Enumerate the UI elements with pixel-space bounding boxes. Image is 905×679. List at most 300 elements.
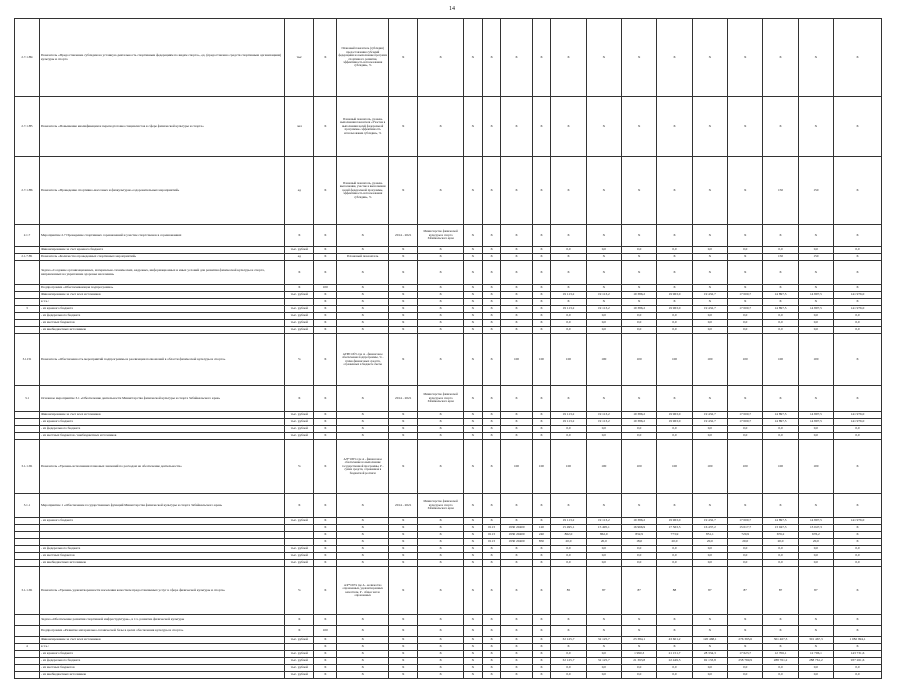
table-cell xyxy=(15,553,40,560)
table-cell: 19 113,2 xyxy=(586,306,621,313)
table-cell: X xyxy=(418,539,464,546)
table-cell xyxy=(15,426,40,433)
table-cell: 0113 xyxy=(482,539,501,546)
table-cell: 19 432,7 xyxy=(692,292,727,299)
table-cell: X xyxy=(551,261,586,285)
table-cell: Показатель «Обеспеченность мероприятий подпрограммы и реализация полномочий в области физической культуры и спорта» xyxy=(39,334,284,386)
table-cell: X xyxy=(834,386,882,412)
table-cell: X xyxy=(464,440,483,494)
table-cell: X xyxy=(337,412,389,419)
table-cell: X xyxy=(621,644,656,651)
table-cell: X xyxy=(337,553,389,560)
table-cell: тыс. рублей xyxy=(285,546,314,553)
table-cell: 0,0 xyxy=(763,320,798,327)
table-cell: X xyxy=(532,292,551,299)
table-cell: X xyxy=(464,615,483,626)
table-cell: X xyxy=(389,626,418,637)
table-cell: X xyxy=(586,19,621,97)
table-cell: 19 432,7 xyxy=(692,412,727,419)
table-cell: 14 897,5 xyxy=(798,292,833,299)
table-cell: X xyxy=(418,412,464,419)
table-row xyxy=(15,525,882,532)
table-cell: X xyxy=(337,532,389,539)
table-cell: 19 113,2 xyxy=(586,292,621,299)
table-cell: 2014 - 2021 xyxy=(389,494,418,518)
table-cell: - из краевого бюджета xyxy=(39,419,284,426)
table-cell: X xyxy=(389,157,418,225)
table-cell: тыс. рублей xyxy=(285,426,314,433)
table-cell: 100 xyxy=(532,334,551,386)
table-cell: 0,0 xyxy=(798,426,833,433)
table-cell: X xyxy=(314,261,337,285)
table-cell: X xyxy=(464,644,483,651)
table-cell: X xyxy=(418,327,464,334)
table-cell: X xyxy=(389,433,418,440)
table-cell: X xyxy=(482,320,501,327)
table-cell: X xyxy=(621,299,656,306)
table-cell: 19 113,2 xyxy=(551,419,586,426)
table-cell: X xyxy=(728,261,763,285)
table-cell: X xyxy=(657,285,692,292)
table-cell: X xyxy=(482,225,501,247)
table-cell: X xyxy=(285,261,314,285)
table-cell: 2.1.7.Н1 xyxy=(15,254,40,261)
table-cell: X xyxy=(482,665,501,672)
table-cell: X xyxy=(728,97,763,157)
table-cell: Подпрограмма «Развитие материально-технической базы в целях обеспечения культуры и спорта» xyxy=(39,626,284,637)
table-cell: 0,0 xyxy=(657,426,692,433)
table-cell: X xyxy=(501,626,532,637)
table-cell: 0,0 xyxy=(621,433,656,440)
table-cell: 0,0 xyxy=(551,433,586,440)
table-cell: X xyxy=(532,254,551,261)
table-cell: X xyxy=(389,299,418,306)
table-cell xyxy=(285,525,314,532)
table-cell: 288 761,2 xyxy=(763,658,798,665)
table-cell: X xyxy=(337,247,389,254)
table-cell: X xyxy=(834,97,882,157)
table-cell: X xyxy=(728,626,763,637)
table-cell: X xyxy=(314,334,337,386)
table-cell: X xyxy=(337,637,389,644)
table-cell xyxy=(15,285,40,292)
table-cell: 0,0 xyxy=(621,553,656,560)
table-cell xyxy=(15,626,40,637)
table-cell: X xyxy=(482,313,501,320)
table-cell: X xyxy=(464,334,483,386)
table-cell: % xyxy=(285,440,314,494)
table-cell: X xyxy=(501,658,532,665)
table-cell: X xyxy=(337,299,389,306)
table-cell: X xyxy=(692,97,727,157)
table-cell: 0,0 xyxy=(621,426,656,433)
table-cell: X xyxy=(314,440,337,494)
table-cell: X xyxy=(389,644,418,651)
table-cell: 14 897,5 xyxy=(798,419,833,426)
table-cell: 22 449,5 xyxy=(657,658,692,665)
table-cell: X xyxy=(285,626,314,637)
table-cell: - из местных бюджетов / внебюджетных источников xyxy=(39,433,284,440)
table-row xyxy=(15,261,882,285)
table-cell: Финансирование за счет всех источников xyxy=(39,637,284,644)
table-cell: X xyxy=(834,615,882,626)
table-cell: 141 976,0 xyxy=(834,419,882,426)
table-cell: 0,0 xyxy=(621,247,656,254)
table-cell: X xyxy=(418,261,464,285)
table-cell: 0,0 xyxy=(692,313,727,320)
table-cell: X xyxy=(692,225,727,247)
table-cell: 19 113,2 xyxy=(551,306,586,313)
table-cell: 14 897,5 xyxy=(798,412,833,419)
table-row xyxy=(15,299,882,306)
table-cell: 100 xyxy=(621,440,656,494)
table-cell: 0,0 xyxy=(657,247,692,254)
table-cell: X xyxy=(337,261,389,285)
table-cell: X xyxy=(532,518,551,525)
table-cell: X xyxy=(501,19,532,97)
table-cell: X xyxy=(501,320,532,327)
table-cell: X xyxy=(389,285,418,292)
table-cell: 141 976,0 xyxy=(834,518,882,525)
table-cell: X xyxy=(464,261,483,285)
table-cell: X xyxy=(532,313,551,320)
table-cell: 100 xyxy=(586,440,621,494)
table-cell: X xyxy=(389,419,418,426)
table-cell: X xyxy=(337,651,389,658)
table-cell: X xyxy=(389,320,418,327)
table-cell: тыс. рублей xyxy=(285,651,314,658)
table-cell: 19 113,2 xyxy=(586,412,621,419)
table-cell: X xyxy=(389,560,418,567)
table-cell: Подпрограмма «Обеспечивающая подпрограмма» xyxy=(39,285,284,292)
table-cell: 0,0 xyxy=(798,327,833,334)
table-cell: 0,0 xyxy=(728,553,763,560)
table-cell: 2014 - 2021 xyxy=(389,386,418,412)
table-cell xyxy=(15,518,40,525)
table-cell: X xyxy=(464,658,483,665)
table-cell: X xyxy=(389,658,418,665)
table-cell: X xyxy=(657,261,692,285)
table-cell: X xyxy=(728,285,763,292)
table-cell: X xyxy=(337,672,389,679)
table-cell: X xyxy=(418,518,464,525)
table-cell: 258 769,9 xyxy=(728,658,763,665)
table-cell: X xyxy=(482,261,501,285)
table-row xyxy=(15,327,882,334)
table-cell: 2.1.7 xyxy=(15,225,40,247)
table-cell xyxy=(15,313,40,320)
table-cell: 32 125,7 xyxy=(551,637,586,644)
table-cell: 0,0 xyxy=(763,665,798,672)
table-cell: X xyxy=(551,386,586,412)
table-cell: X xyxy=(532,285,551,292)
table-cell: X xyxy=(551,97,586,157)
table-cell: X xyxy=(337,433,389,440)
table-cell: 0113 xyxy=(482,525,501,532)
table-cell: тыс. рублей xyxy=(285,292,314,299)
table-cell: 100 xyxy=(621,334,656,386)
table-cell: 0,0 xyxy=(551,560,586,567)
table-cell: X xyxy=(501,412,532,419)
table-row xyxy=(15,615,882,626)
table-cell: % xyxy=(285,334,314,386)
table-cell xyxy=(15,532,40,539)
table-cell: X xyxy=(763,626,798,637)
table-cell: X xyxy=(389,553,418,560)
table-cell: X xyxy=(464,546,483,553)
table-cell: X xyxy=(314,19,337,97)
table-cell: 0,0 xyxy=(834,247,882,254)
table-cell: X xyxy=(464,518,483,525)
table-cell: X xyxy=(798,386,833,412)
table-cell: X xyxy=(418,532,464,539)
table-cell: тыс. рублей xyxy=(285,433,314,440)
table-cell: 88 xyxy=(657,567,692,615)
table-cell: X xyxy=(551,157,586,225)
table-cell: - из краевого бюджета xyxy=(39,518,284,525)
table-cell: X xyxy=(482,672,501,679)
table-cell: 3.1.1.П1 xyxy=(15,567,40,615)
table-cell: X xyxy=(621,225,656,247)
table-cell: X xyxy=(501,433,532,440)
table-cell: 0,0 xyxy=(763,327,798,334)
table-cell: X xyxy=(464,567,483,615)
table-cell xyxy=(15,665,40,672)
table-cell: 16 966,9 xyxy=(621,525,656,532)
table-cell: X xyxy=(482,157,501,225)
table-cell: 0,0 xyxy=(763,553,798,560)
table-cell: 100 xyxy=(692,440,727,494)
table-cell: X xyxy=(389,440,418,494)
table-cell: тыс. рублей xyxy=(285,560,314,567)
table-cell: X xyxy=(464,285,483,292)
table-cell: X xyxy=(798,626,833,637)
table-cell: 19 386,2 xyxy=(621,292,656,299)
table-row xyxy=(15,97,882,157)
table-cell: 0,0 xyxy=(551,553,586,560)
table-cell: X xyxy=(482,615,501,626)
table-cell: 240 xyxy=(532,532,551,539)
table-row xyxy=(15,494,882,518)
table-cell: - из внебюджетных источников xyxy=(39,560,284,567)
table-cell: 17 000,7 xyxy=(728,306,763,313)
table-row xyxy=(15,651,882,658)
table-row xyxy=(15,426,882,433)
table-cell: 92 133,8 xyxy=(692,658,727,665)
table-cell: X xyxy=(389,254,418,261)
table-cell: чел xyxy=(285,97,314,157)
table-cell xyxy=(15,261,40,285)
table-cell: X xyxy=(586,261,621,285)
table-cell: 0,0 xyxy=(551,651,586,658)
table-cell: X xyxy=(314,299,337,306)
table-cell: X xyxy=(314,426,337,433)
table-cell: X xyxy=(834,532,882,539)
table-cell: X xyxy=(464,560,483,567)
table-cell: 19 386,2 xyxy=(621,306,656,313)
table-cell: X xyxy=(482,433,501,440)
table-cell: - из федерального бюджета xyxy=(39,658,284,665)
table-cell: X xyxy=(314,644,337,651)
table-cell: X xyxy=(314,525,337,532)
table-cell: 87 xyxy=(763,567,798,615)
table-cell: X xyxy=(314,546,337,553)
table-cell: X xyxy=(532,299,551,306)
table-cell: X xyxy=(464,306,483,313)
table-row xyxy=(15,386,882,412)
table-cell: X xyxy=(532,626,551,637)
table-cell: 1930 20400 xyxy=(501,539,532,546)
table-cell: Плановый показатель xyxy=(337,254,389,261)
table-cell: 100 xyxy=(798,334,833,386)
table-cell xyxy=(285,299,314,306)
table-cell: X xyxy=(482,299,501,306)
table-cell xyxy=(15,419,40,426)
table-cell: X xyxy=(501,494,532,518)
table-cell: в т.ч.: xyxy=(39,644,284,651)
table-cell: 0,0 xyxy=(692,560,727,567)
table-cell: X xyxy=(337,327,389,334)
table-cell: X xyxy=(418,313,464,320)
table-cell: Показатель «Уровень исполнения плановых значений по расходам на обеспечение деятельности» xyxy=(39,440,284,494)
table-cell: 150 xyxy=(763,254,798,261)
table-cell: X xyxy=(389,532,418,539)
table-cell: X xyxy=(464,532,483,539)
table-row xyxy=(15,672,882,679)
table-cell: X xyxy=(314,651,337,658)
table-cell: X xyxy=(418,546,464,553)
table-cell: 0,0 xyxy=(657,320,692,327)
table-cell: X xyxy=(501,651,532,658)
table-cell: X xyxy=(586,225,621,247)
table-cell: X xyxy=(314,225,337,247)
table-cell: X xyxy=(314,518,337,525)
table-cell: 288 761,2 xyxy=(798,658,833,665)
table-cell: 0,0 xyxy=(586,672,621,679)
table-cell: 32 125,7 xyxy=(551,658,586,665)
table-cell: X xyxy=(314,539,337,546)
table-cell: X xyxy=(834,19,882,97)
table-cell: X xyxy=(482,247,501,254)
table-row xyxy=(15,225,882,247)
table-cell: 17 563,5 xyxy=(657,525,692,532)
table-cell: 17 000,7 xyxy=(728,518,763,525)
table-cell: X xyxy=(285,386,314,412)
table-cell: X xyxy=(337,658,389,665)
table-cell: X xyxy=(285,494,314,518)
table-cell: X xyxy=(418,292,464,299)
table-cell: 0,0 xyxy=(763,247,798,254)
table-cell: X xyxy=(532,225,551,247)
table-cell: X xyxy=(389,19,418,97)
table-cell: 3.1.1 xyxy=(15,494,40,518)
table-cell: X xyxy=(501,225,532,247)
table-cell: X xyxy=(692,386,727,412)
table-cell: X xyxy=(586,285,621,292)
table-row xyxy=(15,254,882,261)
table-cell: 2.7.1.Н6 xyxy=(15,157,40,225)
table-cell: X xyxy=(834,626,882,637)
table-cell: X xyxy=(657,626,692,637)
table-cell xyxy=(15,525,40,532)
table-cell: X xyxy=(337,665,389,672)
table-cell: 4 xyxy=(15,644,40,651)
table-cell: Показатель «Повышение квалификации и переподготовка специалистов в сфере физической культуры и спорта» xyxy=(39,97,284,157)
table-cell: 0,0 xyxy=(621,546,656,553)
table-cell: 0,0 xyxy=(692,320,727,327)
table-cell: 0,0 xyxy=(621,672,656,679)
table-row xyxy=(15,412,882,419)
table-cell: X xyxy=(532,426,551,433)
table-row xyxy=(15,518,882,525)
table-cell: X xyxy=(532,658,551,665)
table-cell: 13 047,3 xyxy=(798,525,833,532)
table-cell: Финансирование за счет всех источников xyxy=(39,412,284,419)
table-row xyxy=(15,157,882,225)
table-cell: 0,0 xyxy=(657,327,692,334)
table-cell: X xyxy=(482,658,501,665)
table-cell: X xyxy=(532,494,551,518)
table-cell: 0,0 xyxy=(621,327,656,334)
table-cell: 100 xyxy=(501,440,532,494)
table-cell: X xyxy=(692,261,727,285)
table-cell xyxy=(15,320,40,327)
table-cell: 832,9 xyxy=(621,532,656,539)
table-cell: 14 897,5 xyxy=(763,419,798,426)
table-cell: 0,0 xyxy=(657,546,692,553)
table-cell: 19 432,7 xyxy=(692,306,727,313)
table-cell: X xyxy=(692,626,727,637)
table-cell: 14 897,5 xyxy=(798,306,833,313)
table-cell: X xyxy=(501,254,532,261)
table-cell: 14 897,5 xyxy=(763,412,798,419)
table-cell: 100 xyxy=(532,440,551,494)
table-cell: X xyxy=(763,19,798,97)
table-cell: 17 000,7 xyxy=(728,292,763,299)
table-cell: X xyxy=(464,637,483,644)
table-cell: X xyxy=(337,560,389,567)
table-cell: X xyxy=(482,306,501,313)
table-cell: X xyxy=(551,644,586,651)
table-cell xyxy=(15,327,40,334)
table-cell: X xyxy=(728,299,763,306)
table-cell: 301 467,3 xyxy=(798,637,833,644)
table-cell: X xyxy=(314,665,337,672)
table-cell: 0,0 xyxy=(798,313,833,320)
table-cell: Показатель «Количество проведенных спортивных мероприятий» xyxy=(39,254,284,261)
table-cell: X xyxy=(389,518,418,525)
table-cell: 0,0 xyxy=(728,560,763,567)
table-cell: X xyxy=(532,637,551,644)
table-cell: 0,0 xyxy=(728,247,763,254)
table-cell: 0,0 xyxy=(728,313,763,320)
table-cell: X xyxy=(834,285,882,292)
table-cell: X xyxy=(763,299,798,306)
table-cell: 0,0 xyxy=(692,553,727,560)
table-cell: Министерство физической культуры и спорта Забайкальского края xyxy=(418,225,464,247)
table-cell: X xyxy=(621,494,656,518)
table-cell: X xyxy=(657,19,692,97)
table-cell: ед xyxy=(285,157,314,225)
table-cell: 0,0 xyxy=(551,320,586,327)
table-cell: А/Р*100% где А - финансовое обеспечение на выполнение государственной программы, Р - сумма средств, отраженная в бюджетной росписи xyxy=(337,440,389,494)
table-cell: X xyxy=(337,225,389,247)
table-cell: X xyxy=(418,651,464,658)
table-cell: - из федерального бюджета xyxy=(39,426,284,433)
table-cell: X xyxy=(314,532,337,539)
table-cell: X xyxy=(464,626,483,637)
table-cell: 141 976,0 xyxy=(834,306,882,313)
